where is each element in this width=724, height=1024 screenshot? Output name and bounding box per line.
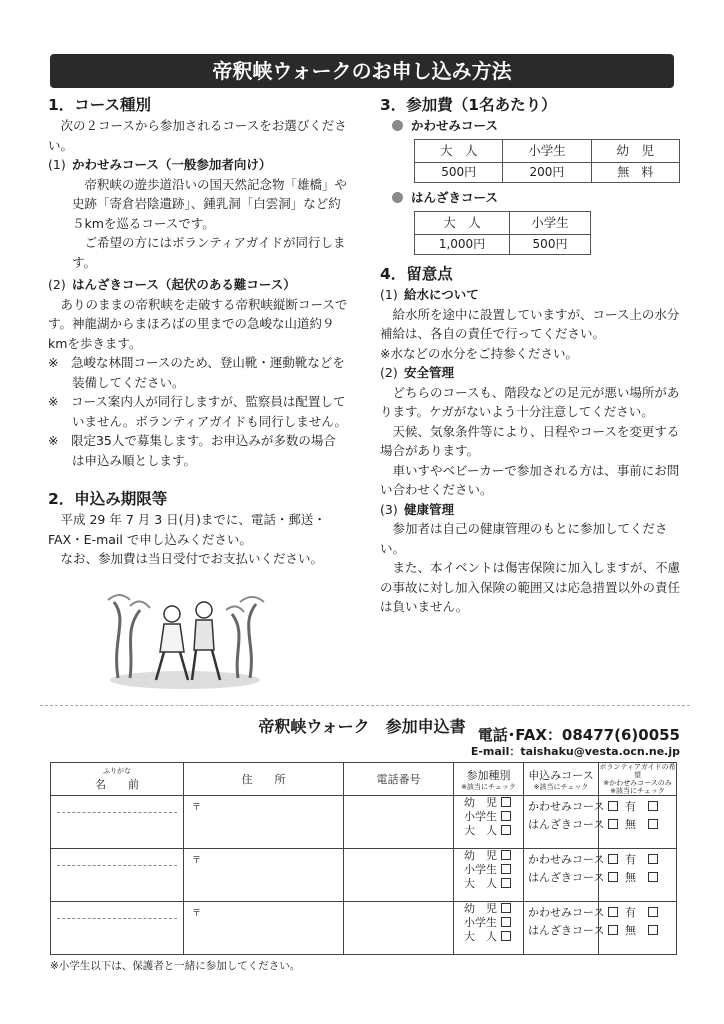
checkbox[interactable] <box>608 907 618 917</box>
phone-field[interactable] <box>344 849 454 902</box>
course-options: かわせみコース はんざきコース <box>524 902 599 955</box>
fee-heading: 3．参加費（1名あたり） <box>380 96 557 114</box>
course-note-1: ※ 急峻な林間コースのため、登山靴・運動靴などを装備してください。 <box>48 355 345 390</box>
notes-heading: 4．留意点 <box>380 265 453 283</box>
course-intro: 次の２コースから参加されるコースをお選びください。 <box>48 118 347 153</box>
fee-hanzaki-table <box>414 211 591 256</box>
checkbox[interactable] <box>608 925 618 935</box>
course-heading: 1．コース種別 <box>48 96 152 114</box>
header-address: 住 所 <box>184 763 344 796</box>
note1-body: 給水所を途中に設置していますが、コース上の水分補給は、各自の責任で行ってください。 <box>380 306 680 341</box>
fee-hanzaki-label: はんざきコース <box>380 188 680 208</box>
guide-options: 有 無 <box>599 902 677 955</box>
note2-body: 天候、気象条件等により、日程やコースを変更する場合があります。 <box>380 423 680 458</box>
footnote: ※小学生以下は、保護者と一緒に参加してください。 <box>50 960 301 972</box>
course1-title: (1) かわせみコース（一般参加者向け） <box>48 157 272 172</box>
phone-field[interactable] <box>344 902 454 955</box>
fee-value: 1,000円 <box>415 234 510 255</box>
note3-title: (3) 健康管理 <box>380 501 455 517</box>
course-note-3: ※ 限定35人で募集します。お申込みが多数の場合は申込み順とします。 <box>48 433 336 468</box>
form-row-1 <box>51 796 677 849</box>
fee-kawasemi-label: かわせみコース <box>380 116 680 136</box>
note2-body: どちらのコースも、階段などの足元が悪い場所があります。ケガがないよう十分注意してください。 <box>380 384 680 419</box>
form-row-3 <box>51 902 677 955</box>
right-column <box>380 94 680 617</box>
page-title: 帝釈峡ウォークのお申し込み方法 <box>50 54 674 88</box>
contact-tel: 電話･FAX：08477(6)0055 <box>477 726 680 744</box>
name-field[interactable] <box>51 849 184 902</box>
course-note-2: ※ コース案内人が同行しますが、監察員は配置していません。ボランティアガイドも同行しません。 <box>48 394 348 429</box>
fee-header: 幼 児 <box>591 139 679 162</box>
header-phone: 電話番号 <box>344 763 454 796</box>
type-options: 幼 児 小学生 大 人 <box>454 902 524 955</box>
fee-header: 小学生 <box>510 211 591 234</box>
fee-value: 500円 <box>415 162 503 183</box>
checkbox[interactable] <box>648 854 658 864</box>
course1-body: 帝釈峡の遊歩道沿いの国天然記念物「雄橋」や史跡「寄倉岩陰遺跡」、鍾乳洞「白雲洞」など約５kmを巡るコースです。 <box>72 176 348 231</box>
course-options: かわせみコース はんざきコース <box>524 796 599 849</box>
course2-title: (2) はんざきコース（起伏のある難コース） <box>48 277 296 292</box>
course-options: かわせみコース はんざきコース <box>524 849 599 902</box>
deadline-body: 平成 29 年 7 月 3 日(月)までに、電話・郵送・FAX・E-mail で申し込みください。 <box>48 512 326 547</box>
type-options: 幼 児 小学生 大 人 <box>454 849 524 902</box>
checkbox[interactable] <box>501 825 511 835</box>
note1-extra: ※水などの水分をご持参ください。 <box>380 345 578 361</box>
phone-field[interactable] <box>344 796 454 849</box>
note2-title: (2) 安全管理 <box>380 365 455 380</box>
checkbox[interactable] <box>501 811 511 821</box>
checkbox[interactable] <box>648 819 658 829</box>
application-form-table <box>50 762 677 955</box>
fee-header: 大 人 <box>415 211 510 234</box>
header-name: ふりがな 名 前 <box>51 763 184 796</box>
fee-kawasemi-table <box>414 139 680 184</box>
contact-info <box>471 726 680 759</box>
bullet-icon <box>392 192 403 203</box>
hikers-illustration <box>100 580 270 695</box>
note3-body: また、本イベントは傷害保険に加入しますが、不慮の事故に対し加入保険の範囲又は応急措置以外の責任は負いません。 <box>380 560 681 614</box>
fee-value: 500円 <box>510 234 591 255</box>
checkbox[interactable] <box>501 878 511 888</box>
checkbox[interactable] <box>648 925 658 935</box>
fee-value: 無 料 <box>591 162 679 183</box>
header-type: 参加種別 ※該当にチェック <box>454 763 524 796</box>
course1-guide: ご希望の方にはボランティアガイドが同行します。 <box>72 235 346 270</box>
contact-email: E-mail：taishaku@vesta.ocn.ne.jp <box>470 745 680 758</box>
fee-header: 小学生 <box>503 139 591 162</box>
checkbox[interactable] <box>608 854 618 864</box>
checkbox[interactable] <box>648 907 658 917</box>
left-column <box>48 94 348 569</box>
name-field[interactable] <box>51 796 184 849</box>
type-options: 幼 児 小学生 大 人 <box>454 796 524 849</box>
checkbox[interactable] <box>648 801 658 811</box>
checkbox[interactable] <box>608 819 618 829</box>
checkbox[interactable] <box>501 903 511 913</box>
bullet-icon <box>392 120 403 131</box>
checkbox[interactable] <box>608 872 618 882</box>
checkbox[interactable] <box>501 931 511 941</box>
deadline-heading: 2．申込み期限等 <box>48 490 168 508</box>
fee-header: 大 人 <box>415 139 503 162</box>
deadline-payment: なお、参加費は当日受付でお支払いください。 <box>60 551 324 566</box>
form-title: 帝釈峡ウォーク 参加申込書 <box>258 717 466 736</box>
address-field[interactable]: 〒 <box>184 796 344 849</box>
header-course: 申込みコース ※該当にチェック <box>524 763 599 796</box>
note3-body: 参加者は自己の健康管理のもとに参加してください。 <box>380 521 668 556</box>
checkbox[interactable] <box>608 801 618 811</box>
note2-body: 車いすやベビーカーで参加される方は、事前にお問い合わせください。 <box>380 462 680 497</box>
form-row-2 <box>51 849 677 902</box>
note1-title: (1) 給水について <box>380 287 479 302</box>
cut-line <box>40 705 690 706</box>
checkbox[interactable] <box>501 850 511 860</box>
course2-body: ありのままの帝釈峡を走破する帝釈峡縦断コースです。神龍湖からまほろばの里までの急峻な山道約９kmを歩きます。 <box>48 296 348 351</box>
name-field[interactable] <box>51 902 184 955</box>
address-field[interactable]: 〒 <box>184 849 344 902</box>
guide-options: 有 無 <box>599 796 677 849</box>
checkbox[interactable] <box>648 872 658 882</box>
checkbox[interactable] <box>501 917 511 927</box>
header-guide: ボランティアガイドの希望 ※かわせみコースのみ ※該当にチェック <box>599 763 679 795</box>
checkbox[interactable] <box>501 797 511 807</box>
fee-value: 200円 <box>503 162 591 183</box>
guide-options: 有 無 <box>599 849 677 902</box>
checkbox[interactable] <box>501 864 511 874</box>
address-field[interactable]: 〒 <box>184 902 344 955</box>
